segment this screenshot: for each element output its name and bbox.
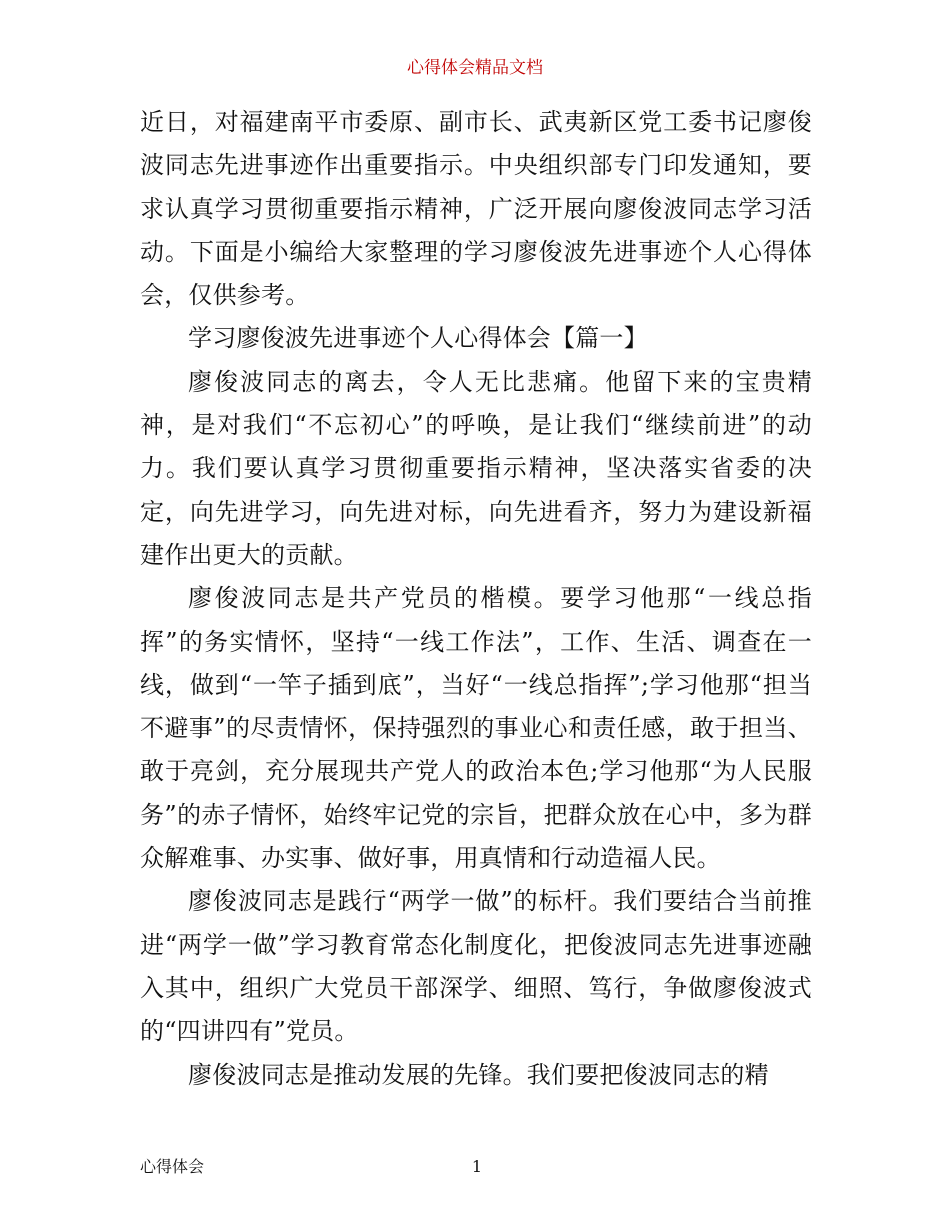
body-paragraph-4: 廖俊波同志是推动发展的先锋。我们要把俊波同志的精 — [188, 1060, 769, 1089]
document-body — [140, 101, 812, 1097]
body-paragraph-3: 廖俊波同志是践行“两学一做”的标杆。我们要结合当前推进“两学一做”学习教育常态化制度化，把俊波同志先进事迹融入其中，组织广大党员干部深学、细照、笃行，争做廖俊波式的“四讲四有”党员。 — [140, 887, 812, 1046]
document-header-title: 心得体会精品文档 — [407, 58, 543, 78]
body-paragraph-1: 廖俊波同志的离去，令人无比悲痛。他留下来的宝贵精神，是对我们“不忘初心”的呼唤，是让我们“继续前进”的动力。我们要认真学习贯彻重要指示精神，坚决落实省委的决定，向先进学习，向先进对标，向先进看齐，努力为建设新福建作出更大的贡献。 — [140, 367, 812, 569]
body-paragraph-2: 廖俊波同志是共产党员的楷模。要学习他那“一线总指挥”的务实情怀，坚持“一线工作法”，工作、生活、调查在一线，做到“一竿子插到底”，当好“一线总指挥”;学习他那“担当不避事”的尽责情怀，保持强烈的事业心和责任感，敢于担当、敢于亮剑，充分展现共产党人的政治本色;学习他那“为人民服务”的赤子情怀，始终牢记党的宗旨，把群众放在心中，多为群众解难事、办实事、做好事，用真情和行动造福人民。 — [140, 584, 812, 873]
footer-label: 心得体会 — [140, 1157, 205, 1176]
intro-paragraph: 近日，对福建南平市委原、副市长、武夷新区党工委书记廖俊波同志先进事迹作出重要指示。中央组织部专门印发通知，要求认真学习贯彻重要指示精神，广泛开展向廖俊波同志学习活动。下面是小编给大家整理的学习廖俊波先进事迹个人心得体会，仅供参考。 — [140, 108, 812, 310]
page-number: 1 — [471, 1157, 483, 1176]
section-heading: 学习廖俊波先进事迹个人心得体会【篇一】 — [188, 324, 648, 353]
